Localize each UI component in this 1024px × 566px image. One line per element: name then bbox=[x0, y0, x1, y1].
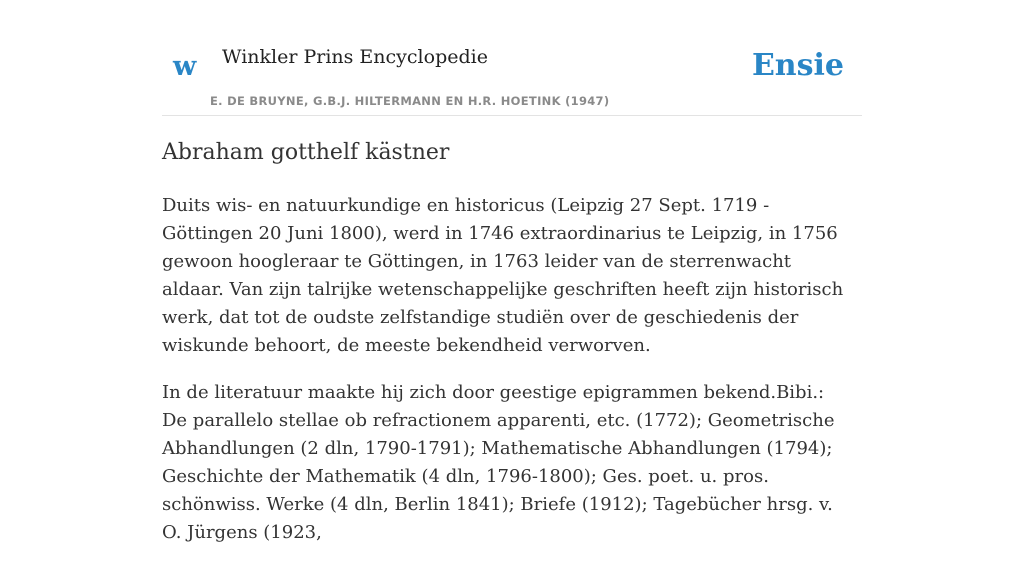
article-body bbox=[162, 192, 852, 566]
book-logo-icon[interactable]: w bbox=[173, 51, 197, 82]
source-header bbox=[162, 40, 862, 116]
ensie-brand-logo[interactable]: Ensie bbox=[751, 48, 844, 83]
article-title: Abraham gotthelf kästner bbox=[162, 140, 450, 165]
article-paragraph: Duits wis- en natuurkundige en historicus (Leipzig 27 Sept. 1719 - Göttingen 20 Juni 1800), werd in 1746 extraordinarius te Leipzig, in 1756 gewoon hoogleraar te Göttingen, in 1763 leider van de sterrenwacht aldaar. Van zijn talrijke wetenschappelijke geschriften heeft zijn historisch werk, dat tot de oudste zelfstandige studiën over de geschiedenis der wiskunde behoort, de meeste bekendheid verworven. bbox=[162, 195, 844, 356]
book-title-link[interactable]: Winkler Prins Encyclopedie bbox=[222, 46, 488, 68]
article-paragraph: In de literatuur maakte hij zich door geestige epigrammen bekend.Bibi.: De parallelo stellae ob refractionem apparenti, etc. (1772); Geometrische Abhandlungen (2 dln, 1790-1791); Mathematische Abhandlungen (1794); Geschichte der Mathematik (4 dln, 1796-1800); Ges. poet. u. pros. schönwiss. Werke (4 dln, Berlin 1841); Briefe (1912); Tagebücher hrsg. v. O. Jürgens (1923, bbox=[162, 382, 835, 543]
book-authors: E. DE BRUYNE, G.B.J. HILTERMANN EN H.R. HOETINK (1947) bbox=[210, 94, 610, 108]
